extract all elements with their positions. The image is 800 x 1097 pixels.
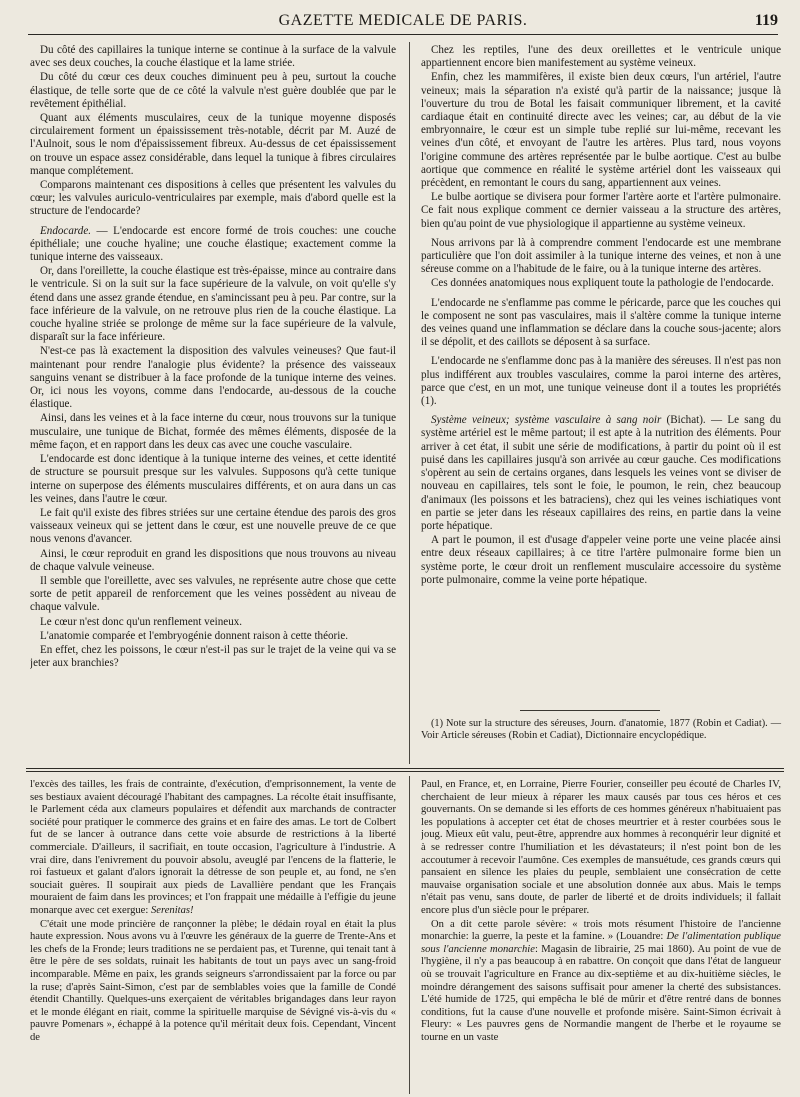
article-column-left (30, 44, 396, 762)
page-number: 119 (754, 12, 778, 29)
footnote-text: (1) Note sur la structure des séreuses, (431, 718, 591, 729)
paragraph: L'endocarde ne s'enflamme donc pas à la manière des séreuses. Il n'est pas non plus indifférent aux troubles vasculaires, comme la paroi interne des artères, parce que c'est, en un mot, une tunique veineuse dont il a toutes les propriétés (1). (421, 355, 781, 408)
paragraph: L'endocarde ne s'enflamme pas comme le péricarde, parce que les couches qui le composent ne sont pas vasculaires, mais il s'altère comme la tunique interne des veines quand une inflammation se déclare dans la couche sous-jacente; alors il se dépolit, et des caillots se déposent à sa surface. (421, 296, 781, 349)
footnote-text: . (703, 730, 707, 742)
footnote-journal: Journ. d'anatomie (590, 718, 664, 729)
paragraph-text: l'excès des tailles, les frais de contrainte, d'exécution, d'emprisonnement, la vente de ses bestiaux avaient découragé l'habitant des campagnes. La récolte était insuffisante, le Parlement céda aux clameurs populaires et défendit aux marchands de contracter société pour pratiquer le commerce des grains et en faire des amas. Le tort de Colbert fut de se lancer à outrance dans cette voie absurde de restrictions à la liberté commerciale. D'ailleurs, il sacrifiait, en toute occasion, l'agriculture à l'industrie. A vrai dire, dans l'enivrement du pouvoir absolu, aveuglé par l'encens de la flatterie, le roi fastueux et galant d'alors ignorait la détresse de son peuple et, au fond, ne s'en souciait guères. Il soupirait aux pieds de Lavallière pendant que les Français mouraient de faim dans les provinces; et l'on frappait une médaille à l'effigie du jeune monarque avec cet exergue: (30, 779, 396, 916)
feuilleton-column-right (421, 779, 781, 1093)
paragraph: Paul, en France, et, en Lorraine, Pierre Fourier, conseiller peu écouté de Charles IV, cherchaient de leur mieux à réparer les maux causés par tous ces héros et ces gouvernants. On se demande si les efforts de ces hommes généreux n'habituaient pas les populations à accepter cet état de choses meurtrier et à rester courbées sous le joug. Mieux eût valu, peut-être, apprendre aux hommes à reconquérir leur dignité et à se redresser contre l'humiliation et les dévastateurs; il n'est point bon de les accoutumer à recevoir l'aumône. Ces exemples de mansuétude, ces grands cœurs qui pansaient en silence les plaies du peuple, semblaient une consécration de cette mauvaise organisation sociale et une absolution donnée aux abus. Mais le temps n'était pas venu, sans doute, de parler de liberté et de droits individuels; il fallait encore plus d'un siècle pour le préparer. (421, 779, 781, 916)
page-header (28, 8, 778, 35)
footnote-article: Article séreuses (440, 730, 507, 742)
motto-text: Serenitas! (150, 904, 194, 916)
paragraph-text: : Magasin de librairie, 25 mai 1860). Au point de vue de l'hygiène, il n'y a pas beaucoup à en rabattre. On conçoit que dans l'état de langueur où se trouvait l'agriculture en France au dix-septième et au dix-huitième siècles, le moindre dérangement des saisons suffisait pour amener la cherté des subsistances. L'été humide de 1725, qui empêcha le blé de mûrir et d'être rentré dans de bonnes conditions, fut la cause d'une nouvelle et profonde misère. Saint-Simon écrivait à Fleury: « Les pauvres gens de Normandie mangent de l'herbe et le royaume se tourne en un vaste (421, 943, 781, 1043)
paragraph: L'endocarde est donc identique à la tunique interne des veines, et cette identité de structure se poursuit presque sur les valvules. Supposons qu'à cette tunique interne on superpose des éléments musculaires différents, et on aura dans un cas les veines, dans l'autre le cœur. (30, 453, 396, 505)
column-divider-lower (409, 776, 410, 1094)
feuilleton-column-left (30, 779, 396, 1093)
section-heading: Système veineux; système vasculaire à sang noir (431, 414, 662, 427)
footnote (421, 718, 781, 743)
paragraph-endocarde (30, 225, 396, 265)
paragraph: Or, dans l'oreillette, la couche élastique est très-épaisse, mince au contraire dans le ventricule. Si on la suit sur la face supérieure de la valvule, on voit qu'elle s'y étend dans une assez grande étendue, en s'amincissant peu à peu. Par contre, sur la face inférieure de la valvule, on ne retrouve plus rien de la couche élastique. La couche hyaline striée se prolonge de même sur la face supérieure de la valvule, disparaît sur la face inférieure. (30, 265, 396, 344)
journal-title: GAZETTE MEDICALE DE PARIS. (278, 12, 528, 29)
paragraph: A part le poumon, il est d'usage d'appeler veine porte une veine placée ainsi entre deux réseaux capillaires; à ce titre l'artère pulmonaire forme bien un système porte, le cœur droit un renflement musculaire accessoire du système porte pulmonaire, comme la veine porte hépatique. (421, 534, 781, 586)
column-divider-upper (409, 42, 410, 764)
paragraph-text: — L'endocarde est encore formé de trois couches: une couche épithéliale; une couche hyaline; une couche élastique; exactement comme la tunique interne des vaisseaux. (30, 224, 396, 264)
paragraph: Nous arrivons par là à comprendre comment l'endocarde est une membrane particulière que l'on doit assimiler à la tunique interne des veines, et non à une séreuse comme on a l'habitude de le faire, ou à la tunique interne des artères. (421, 236, 781, 276)
paragraph: Enfin, chez les mammifères, il existe bien deux cœurs, l'un artériel, l'autre veineux; mais la séparation n'a existé qu'à partir de la naissance; jusque là l'ouverture du trou de Botal les faisait communiquer librement, et la cavité cardiaque était en continuité directe avec les veines; car, au début de la vie embryonnaire, le cœur est un simple tube replié sur lui-même, recevant les veines d'un côté, et envoyant de l'autre les artères. Plus tard, nous voyons l'origine commune des artères représentée par le bulbe aortique. C'est au bulbe aortique que commence en réalité le système artériel dont les vaisseaux qui précèdent, en remontant le cours du sang, appartiennent aux veines. (421, 71, 781, 190)
paragraph-text: (Bichat). — Le sang du système artériel est le même partout; il est apte à la nutrition des éléments. Pour arriver à cet état, il subit une série de modifications, à partir du point où il est puisé dans les capillaires jusqu'à son arrivée au cœur gauche. Ces modifications s'opèrent au sein de certains organes, dans lesquels les veines vont se diviser de nouveau en capillaires, tels sont le foie, le poumon, le rein, chez beaucoup d'animaux (les poissons et les batraciens), chez qui les veines ischiatiques vont en partie se jeter dans les réseaux capillaires des reins, en partie dans la veine porte hépatique. (421, 414, 781, 532)
footnote-text: (Robin et Cadiat), (506, 730, 586, 742)
paragraph: Il semble que l'oreillette, avec ses valvules, ne représente autre chose que cette sorte de petit appareil de renforcement que les veines possèdent au niveau de chaque valvule. (30, 574, 396, 614)
paragraph: L'anatomie comparée et l'embryogénie donnent raison à cette théorie. (40, 629, 349, 642)
paragraph: Le bulbe aortique se divisera pour former l'artère aorte et l'artère pulmonaire. Ce fait nous explique comment ce dernier vaisseau a la structure des artères, bien qu'au point de vue physiologique il appartienne au système veineux. (421, 191, 781, 230)
paragraph: Le cœur n'est donc qu'un renflement veineux. (40, 615, 243, 628)
paragraph: Du côté du cœur ces deux couches diminuent peu à peu, surtout la couche élastique, de telle sorte que de ce côté la valvule n'est guère doublée que par le revêtement épithélial. (30, 71, 396, 110)
paragraph-text: On a dit cette parole sévère: « trois mots résument l'histoire de l'ancienne monarchie: la guerre, la peste et la famine. » (Louandre: (421, 918, 781, 943)
book-title: De l'alimentation publique sous l'ancienne monarchie (421, 931, 781, 955)
paragraph (421, 919, 781, 1045)
paragraph: Chez les reptiles, l'une des deux oreillettes et le ventricule unique appartiennent encore bien manifestement au système veineux. (421, 44, 781, 70)
paragraph: Ainsi, le cœur reproduit en grand les dispositions que nous trouvons au niveau de chaque valvule veineuse. (30, 547, 396, 573)
paragraph: Le fait qu'il existe des fibres striées sur une certaine étendue des parois des gros vaisseaux veineux qui se jettent dans le cœur, est une nouvelle preuve de ce que nous venons d'avancer. (30, 506, 396, 546)
paragraph: N'est-ce pas là exactement la disposition des valvules veineuses? Que faut-il maintenant pour rendre l'analogie plus évidente? la présence des vaisseaux sanguins venant se distribuer à la face profonde de la tunique interne des veines. Or, ici nous les voyons, comme dans l'endocarde, au-dessous de la couche élastique. (30, 345, 396, 411)
paragraph: Comparons maintenant ces dispositions à celles que présentent les valvules du cœur; les valvules auriculo-ventriculaires par exemple, mais d'abord quelle est la structure de l'endocarde? (30, 179, 396, 218)
paragraph: C'était une mode princière de rançonner la plèbe; le dédain royal en était la plus haute expression. Nous avons vu à l'œuvre les généraux de la guerre de Trente-Ans et les chefs de la Fronde; leurs traditions ne se perdaient pas, et Turenne, qui tenait tant à être le père de ses soldats, ruinait les habitants de tout un pays avec un sang-froid incomparable. Même en paix, les grands seigneurs s'arrondissaient par la force ou par la ruse; d'après Saint-Simon, c'est par de semblables voies que la famille de Condé étendit Chantilly. Quelques-uns exerçaient de véritables brigandages dans leur rayon et le monde élégant en riait, comme la spirituelle marquise de Sévigné vis-à-vis du « pauvre Pomenars », échappé à la potence qu'il méritait deux fois. Cependant, Vincent de (30, 918, 396, 1043)
footnote-dictionary: Dictionnaire encyclopédique (585, 730, 704, 742)
paragraph (30, 779, 396, 918)
paragraph: Du côté des capillaires la tunique interne se continue à la surface de la valvule avec ses deux couches, la couche élastique et la lame striée. (30, 44, 396, 70)
paragraph: Ces données anatomiques nous expliquent toute la pathologie de l'endocarde. (431, 277, 774, 290)
paragraph: En effet, chez les poissons, le cœur n'est-il pas sur le trajet de la veine qui va se jeter aux branchies? (30, 643, 396, 670)
article-column-right (421, 44, 781, 704)
paragraph: Quant aux éléments musculaires, ceux de la tunique moyenne disposés circulairement forment un épaississement très-notable, décrit par M. Auzé de l'Aulnoit, sous le nom d'épaississement fibreux. Au-dessus de cet épaississement on trouve un espace assez considérable, dans lequel la tunique à fibres circulaires manque complétement. (30, 112, 396, 177)
feuilleton-divider (26, 768, 784, 772)
section-heading: Endocarde. (40, 224, 92, 237)
footnote-rule (520, 710, 660, 711)
paragraph: Ainsi, dans les veines et à la face interne du cœur, nous trouvons sur la tunique musculaire, une tunique de Bichat, formée des mêmes éléments, disposée de la même façon, et en rapport dans les deux cas avec une couche vasculaire. (30, 412, 396, 451)
footnote-text: , 1877 (Robin et Cadiat). — Voir (421, 718, 781, 742)
paragraph-systeme-veineux (421, 414, 781, 533)
